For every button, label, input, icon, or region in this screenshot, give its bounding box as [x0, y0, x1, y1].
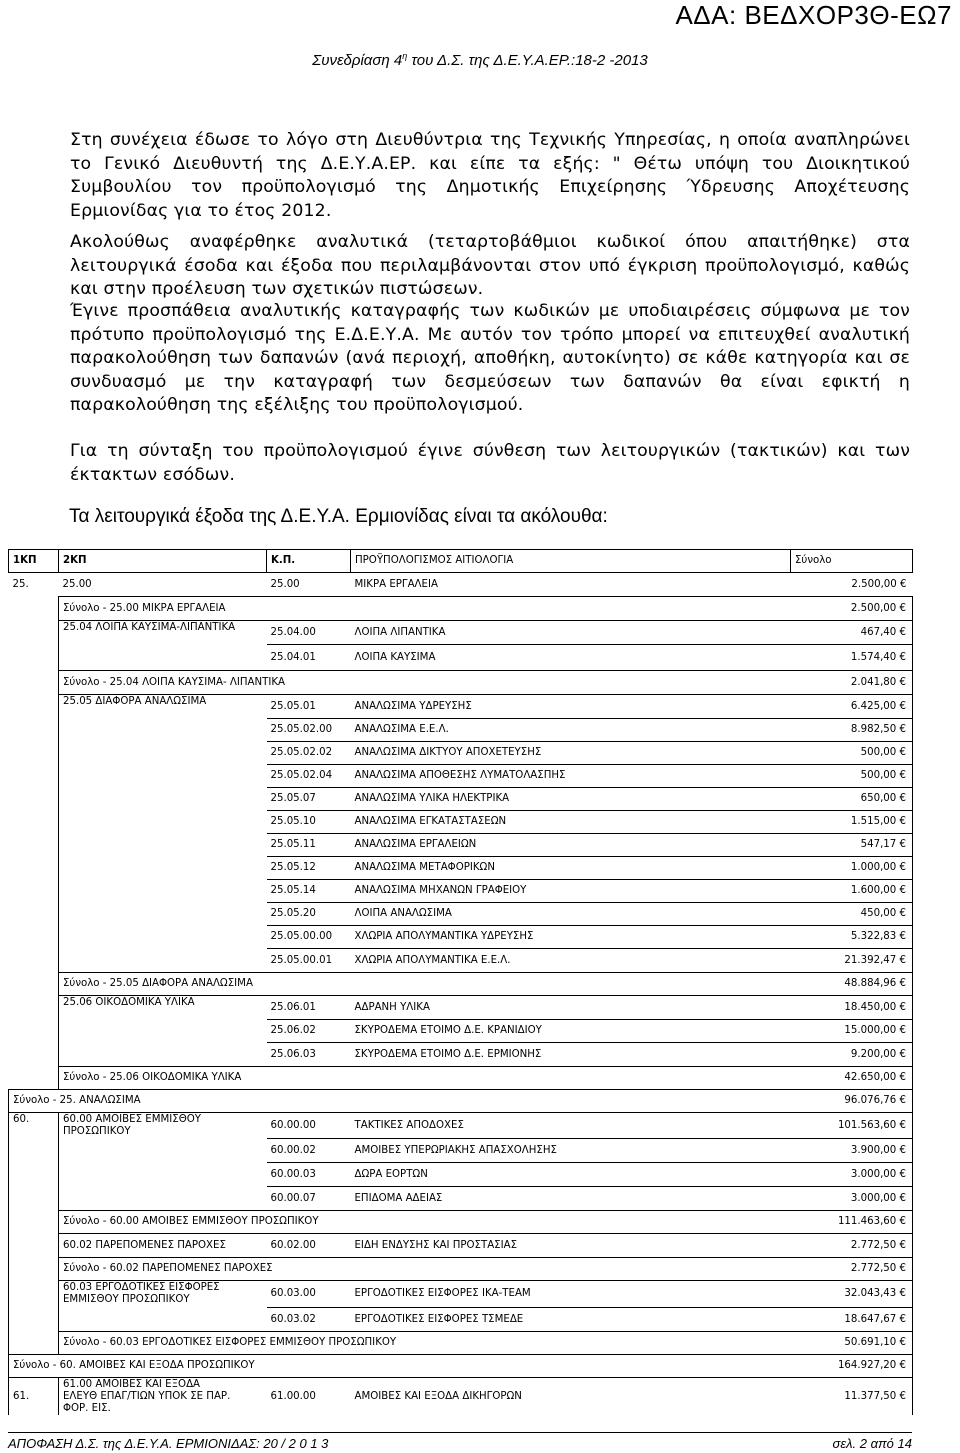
table-row: 25.05.00.01 ΧΛΩΡΙΑ ΑΠΟΛΥΜΑΝΤΙΚΑ Ε.Ε.Λ. 21.392,47 € — [9, 949, 913, 973]
paragraph-synthesis: Για τη σύνταξη του προϋπολογισμού έγινε σύνθεση των λειτουργικών (τακτικών) και των έκτακτων εσόδων. — [70, 441, 910, 485]
session-header: Συνεδρίαση $4^\eta$ του Δ.Σ. της Δ.Ε.Υ.Α.ΕΡ.:18-2 -2013 — [312, 51, 648, 69]
table-row: 60.00.02 ΑΜΟΙΒΕΣ ΥΠΕΡΩΡΙΑΚΗΣ ΑΠΑΣΧΟΛΗΣΗΣ 3.900,00 € — [9, 1139, 913, 1163]
subtotal-row: Σύνολο - 60.03 ΕΡΓΟΔΟΤΙΚΕΣ ΕΙΣΦΟΡΕΣ ΕΜΜΙΣΘΟΥ ΠΡΟΣΩΠΙΚΟΥ 50.691,10 € — [9, 1332, 913, 1355]
paragraph-codes: Ακολούθως αναφέρθηκε αναλυτικά (τεταρτοβάθμιοι κωδικοί όπου απαιτήθηκε) στα λειτουργικά έσοδα και έξοδα που περιλαμβάνονται στον υπό έγκριση προϋπολογισμό, καθώς και στην προέλευση των σχετικών πιστώσεων. — [70, 232, 910, 299]
footer-decision: ΑΠΟΦΑΣΗ Δ.Σ. της Δ.Ε.Υ.Α. ΕΡΜΙΟΝΙΔΑΣ: 20 / 2 0 1 3 — [8, 1436, 329, 1451]
intro-paragraph: Στη συνέχεια έδωσε το λόγο στη Διευθύντρια της Τεχνικής Υπηρεσίας, η οποία αναπληρώνει το Γενικό Διευθυντή της Δ.Ε.Υ.Α.ΕΡ. και είπε τα εξής: " Θέτω υπόψη του Διοικητικού Συμβουλίου τον προϋπολογισμό της Δημοτικής Επιχείρησης Ύδρευσης Αποχέτευσης Ερμιονίδας για το έτος 2012. — [70, 130, 910, 221]
table-row: 25.05.12 ΑΝΑΛΩΣΙΜΑ ΜΕΤΑΦΟΡΙΚΩΝ 1.000,00 € — [9, 857, 913, 880]
footer-divider — [8, 1432, 912, 1433]
page-number: σελ. 2 από 14 — [832, 1436, 912, 1451]
table-row: 25. 25.00 25.00 ΜΙΚΡΑ ΕΡΓΑΛΕΙΑ 2.500,00 € — [12, 578, 907, 590]
table-row: 25.05.00.00 ΧΛΩΡΙΑ ΑΠΟΛΥΜΑΝΤΙΚΑ ΥΔΡΕΥΣΗΣ 5.322,83 € — [9, 926, 913, 949]
table-row: 25.04 ΛΟΙΠΑ ΚΑΥΣΙΜΑ-ΛΙΠΑΝΤΙΚΑ 25.04.00 ΛΟΙΠΑ ΛΙΠΑΝΤΙΚΑ 467,40 € — [9, 621, 913, 645]
table-row: 60.00.07 ΕΠΙΔΟΜΑ ΑΔΕΙΑΣ 3.000,00 € — [9, 1187, 913, 1211]
paragraph-analysis: Έγινε προσπάθεια αναλυτικής καταγραφής των κωδικών με υποδιαιρέσεις σύμφωνα με τον πρότυπο προϋπολογισμό της Ε.Δ.Ε.Υ.Α. Με αυτόν τον τρόπο μπορεί να επιτευχθεί αναλυτική παρακολούθηση των δαπανών (ανά περιοχή, αποθήκη, αυτοκίνητο) σε κάθε κατηγορία και σε συνδυασμό με την καταγραφή των δεσμεύσεων των δαπανών θα είναι εφικτή η παρακολούθηση της εξέλιξης του προϋπολογισμού. — [70, 301, 910, 415]
header-1kp: 1ΚΠ — [9, 550, 59, 573]
table-header-row — [9, 550, 913, 573]
table-row: 25.06 ΟΙΚΟΔΟΜΙΚΑ ΥΛΙΚΑ 25.06.01 ΑΔΡΑΝΗ ΥΛΙΚΑ 18.450,00 € — [9, 996, 913, 1020]
subtotal-row: Σύνολο - 60.00 ΑΜΟΙΒΕΣ ΕΜΜΙΣΘΟΥ ΠΡΟΣΩΠΙΚΟΥ 111.463,60 € — [9, 1211, 913, 1234]
total-row: Σύνολο - 60. ΑΜΟΙΒΕΣ ΚΑΙ ΕΞΟΔΑ ΠΡΟΣΩΠΙΚΟΥ 164.927,20 € — [9, 1355, 913, 1378]
header-total: Σύνολο — [791, 550, 913, 573]
header-description: ΠΡΟΫΠΟΛΟΓΙΣΜΟΣ ΑΙΤΙΟΛΟΓΙΑ — [351, 550, 791, 573]
table-row: 25.05 ΔΙΑΦΟΡΑ ΑΝΑΛΩΣΙΜΑ 25.05.01 ΑΝΑΛΩΣΙΜΑ ΥΔΡΕΥΣΗΣ 6.425,00 € — [9, 695, 913, 719]
table-row: 60.03 ΕΡΓΟΔΟΤΙΚΕΣ ΕΙΣΦΟΡΕΣ ΕΜΜΙΣΘΟΥ ΠΡΟΣΩΠΙΚΟΥ 60.03.00 ΕΡΓΟΔΟΤΙΚΕΣ ΕΙΣΦΟΡΕΣ ΙΚΑ-ΤΕΑΜ 32.043,43 € — [9, 1281, 913, 1308]
subtotal-row: Σύνολο - 25.06 ΟΙΚΟΔΟΜΙΚΑ ΥΛΙΚΑ 42.650,00 € — [9, 1067, 913, 1090]
total-row: Σύνολο - 25. ΑΝΑΛΩΣΙΜΑ 96.076,76 € — [9, 1090, 913, 1113]
table-row: 25.04.01 ΛΟΙΠΑ ΚΑΥΣΙΜΑ 1.574,40 € — [9, 645, 913, 671]
page-footer — [8, 1436, 912, 1451]
table-row: 61. 61.00 ΑΜΟΙΒΕΣ ΚΑΙ ΕΞΟΔΑ ΕΛΕΥΘ ΕΠΑΓ/ΤΙΩΝ ΥΠΟΚ ΣΕ ΠΑΡ. ΦΟΡ. ΕΙΣ. 61.00.00 ΑΜΟΙΒΕΣ ΚΑΙ ΕΞΟΔΑ ΔΙΚΗΓΟΡΩΝ 11.377,50 € — [9, 1378, 913, 1416]
budget-table — [8, 549, 913, 1415]
table-row: 60.00.03 ΔΩΡΑ ΕΟΡΤΩΝ 3.000,00 € — [9, 1163, 913, 1187]
subtotal-row: Σύνολο - 25.04 ΛΟΙΠΑ ΚΑΥΣΙΜΑ- ΛΙΠΑΝΤΙΚΑ 2.041,80 € — [9, 671, 913, 695]
table-row: 25.05.10 ΑΝΑΛΩΣΙΜΑ ΕΓΚΑΤΑΣΤΑΣΕΩΝ 1.515,00 € — [9, 811, 913, 834]
table-row: 25.05.20 ΛΟΙΠΑ ΑΝΑΛΩΣΙΜΑ 450,00 € — [9, 903, 913, 926]
table-row: 25.05.07 ΑΝΑΛΩΣΙΜΑ ΥΛΙΚΑ ΗΛΕΚΤΡΙΚΑ 650,00 € — [9, 788, 913, 811]
section-subheading: Τα λειτουργικά έξοδα της Δ.Ε.Υ.Α. Ερμιονίδας είναι τα ακόλουθα: — [69, 506, 608, 527]
table-row: 25.06.02 ΣΚΥΡΟΔΕΜΑ ΕΤΟΙΜΟ Δ.Ε. ΚΡΑΝΙΔΙΟΥ 15.000,00 € — [9, 1020, 913, 1043]
table-row: 25.06.03 ΣΚΥΡΟΔΕΜΑ ΕΤΟΙΜΟ Δ.Ε. ΕΡΜΙΟΝΗΣ 9.200,00 € — [9, 1043, 913, 1067]
subtotal-row: Σύνολο - 60.02 ΠΑΡΕΠΟΜΕΝΕΣ ΠΑΡΟΧΕΣ 2.772,50 € — [9, 1258, 913, 1281]
header-2kp: 2ΚΠ — [59, 550, 267, 573]
table-row: 60.03.02 ΕΡΓΟΔΟΤΙΚΕΣ ΕΙΣΦΟΡΕΣ ΤΣΜΕΔΕ 18.647,67 € — [9, 1308, 913, 1332]
ada-code: ΑΔΑ: ΒΕΔΧΟΡ3Θ-ΕΩ7 — [675, 0, 952, 30]
subtotal-row: Σύνολο - 25.05 ΔΙΑΦΟΡΑ ΑΝΑΛΩΣΙΜΑ 48.884,96 € — [9, 973, 913, 996]
table-row: 25.05.02.04 ΑΝΑΛΩΣΙΜΑ ΑΠΟΘΕΣΗΣ ΛΥΜΑΤΟΛΑΣΠΗΣ 500,00 € — [9, 765, 913, 788]
table-row: 60. 60.00 ΑΜΟΙΒΕΣ ΕΜΜΙΣΘΟΥ ΠΡΟΣΩΠΙΚΟΥ 60.00.00 ΤΑΚΤΙΚΕΣ ΑΠΟΔΟΧΕΣ 101.563,60 € — [9, 1113, 913, 1139]
table-row: 25.05.14 ΑΝΑΛΩΣΙΜΑ ΜΗΧΑΝΩΝ ΓΡΑΦΕΙΟΥ 1.600,00 € — [9, 880, 913, 903]
table-row: 25.05.11 ΑΝΑΛΩΣΙΜΑ ΕΡΓΑΛΕΙΩΝ 547,17 € — [9, 834, 913, 857]
header-kp: Κ.Π. — [267, 550, 351, 573]
subtotal-row: Σύνολο - 25.00 ΜΙΚΡΑ ΕΡΓΑΛΕΙΑ 2.500,00 € — [9, 597, 913, 621]
table-row: 25.05.02.00 ΑΝΑΛΩΣΙΜΑ Ε.Ε.Λ. 8.982,50 € — [9, 719, 913, 742]
table-row: 25.05.02.02 ΑΝΑΛΩΣΙΜΑ ΔΙΚΤΥΟΥ ΑΠΟΧΕΤΕΥΣΗΣ 500,00 € — [9, 742, 913, 765]
table-row: 60.02 ΠΑΡΕΠΟΜΕΝΕΣ ΠΑΡΟΧΕΣ 60.02.00 ΕΙΔΗ ΕΝΔΥΣΗΣ ΚΑΙ ΠΡΟΣΤΑΣΙΑΣ 2.772,50 € — [9, 1234, 913, 1258]
